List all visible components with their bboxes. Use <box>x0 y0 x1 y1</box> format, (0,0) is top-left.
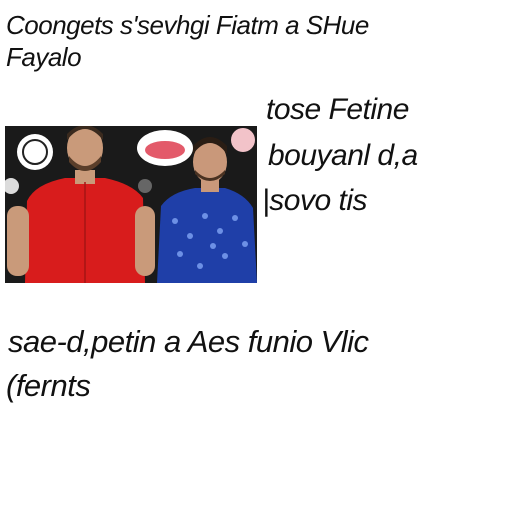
side-text-line-3: |sovo tis <box>262 184 367 217</box>
photo-two-men <box>5 126 257 283</box>
caption-line-2: (fernts <box>6 368 91 403</box>
headline-line-2: Fayalo <box>6 42 82 72</box>
side-text-line-2: bouyanl d,a <box>268 139 418 172</box>
side-text-line-1: tose Fetine <box>266 93 409 126</box>
headline-line-1: Coongets s'sevhgi Fiatm a SHue <box>6 10 369 40</box>
backdrop-logo <box>231 128 255 152</box>
caption-line-1: sae-d,petin a Aes funio Vlic <box>8 324 369 359</box>
photo-illustration <box>5 126 257 283</box>
